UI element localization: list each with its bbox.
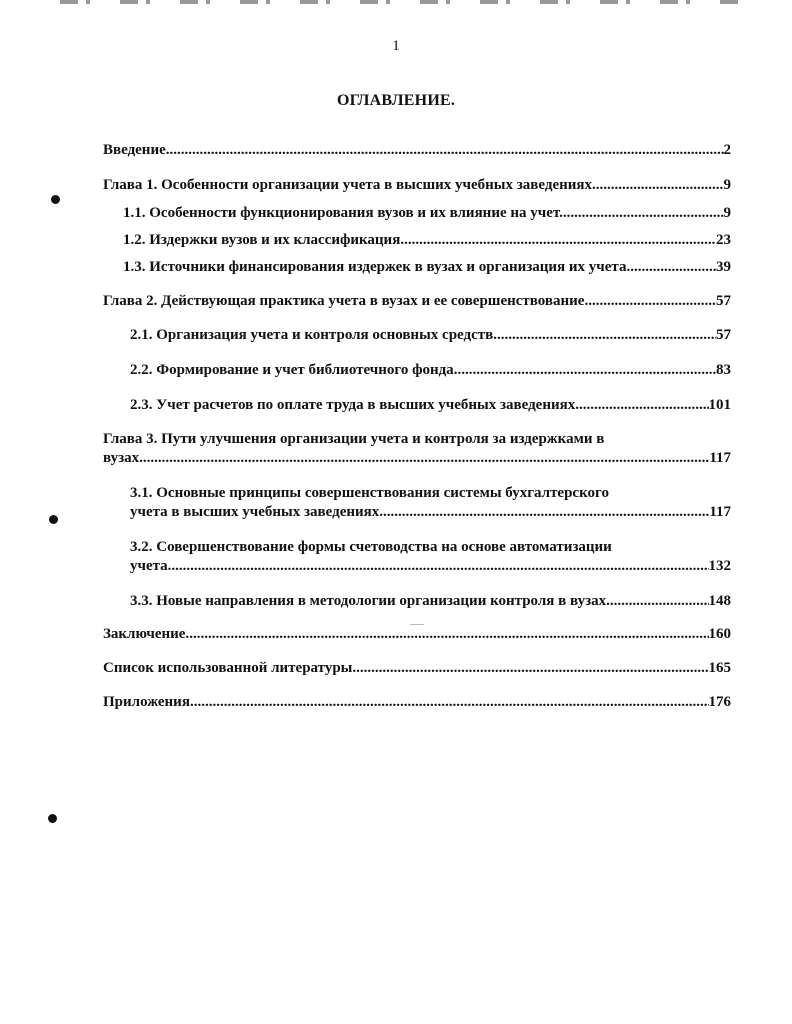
toc-entry-title-line-1: 3.1. Основные принципы совершенствования системы бухгалтерского <box>130 485 609 501</box>
toc-entry-references[interactable] <box>103 659 731 678</box>
toc-entry-page: 23 <box>716 232 731 248</box>
toc-entry-section-1-3[interactable] <box>123 258 731 277</box>
dot-leader <box>383 503 709 522</box>
dot-leader <box>563 204 724 223</box>
toc-entry-page: 148 <box>708 593 731 609</box>
toc-entry-title-line-2: учета. <box>130 558 172 574</box>
toc-entry-section-2-3[interactable] <box>130 396 731 415</box>
toc-entry-introduction[interactable] <box>103 141 731 160</box>
toc-entry-page: 176 <box>708 694 731 710</box>
toc-entry-section-3-1[interactable] <box>130 484 731 522</box>
dot-leader <box>579 396 709 415</box>
toc-entry-page: 117 <box>709 504 731 520</box>
toc-entry-title: 2.2. Формирование и учет библиотечного фонда <box>130 362 454 378</box>
toc-entry-section-1-2[interactable] <box>123 231 731 250</box>
toc-entry-page: 57 <box>716 327 731 343</box>
dot-leader <box>497 326 716 345</box>
toc-entry-conclusion[interactable] <box>103 625 731 644</box>
toc-entry-section-3-3[interactable] <box>130 592 731 611</box>
binder-hole-mark <box>48 814 57 823</box>
toc-entry-chapter-3[interactable] <box>103 430 731 468</box>
toc-entry-title: 1.3. Источники финансирования издержек в вузах и организация их учета. <box>123 259 631 275</box>
dot-leader <box>189 625 708 644</box>
dot-leader <box>596 176 724 195</box>
dot-leader <box>356 659 708 678</box>
dot-leader <box>606 592 708 611</box>
toc-entry-page: 9 <box>723 177 731 193</box>
toc-entry-page: 117 <box>709 450 731 466</box>
toc-entry-title: Заключение. <box>103 626 190 642</box>
toc-entry-title: 2.3. Учет расчетов по оплате труда в высших учебных заведениях. <box>130 397 579 413</box>
toc-entry-page: 160 <box>708 626 731 642</box>
toc-entry-section-2-2[interactable] <box>130 361 731 380</box>
toc-title: ОГЛАВЛЕНИЕ. <box>336 92 456 109</box>
toc-entry-title-line-2: вузах. <box>103 450 143 466</box>
toc-entry-title: 2.1. Организация учета и контроля основных средств. <box>130 327 497 343</box>
toc-entry-title: Введение. <box>103 142 170 158</box>
toc-entry-page: 101 <box>708 397 731 413</box>
toc-entry-page: 2 <box>723 142 731 158</box>
scan-speck <box>410 624 424 625</box>
dot-leader <box>404 231 716 250</box>
toc-entry-title: 1.2. Издержки вузов и их классификация. <box>123 232 405 248</box>
toc-entry-chapter-1[interactable] <box>103 176 731 195</box>
toc-entry-page: 132 <box>708 558 731 574</box>
dot-leader <box>143 449 709 468</box>
toc-entry-section-1-1[interactable] <box>123 204 731 223</box>
binder-hole-mark <box>51 195 60 204</box>
dot-leader <box>170 141 724 160</box>
dot-leader <box>454 361 716 380</box>
toc-entry-section-3-2[interactable] <box>130 538 731 576</box>
toc-entry-title: Глава 2. Действующая практика учета в вузах и ее совершенствование. <box>103 293 589 309</box>
toc-entry-page: 57 <box>716 293 731 309</box>
dot-leader <box>190 693 709 712</box>
toc-entry-title-line-1: Глава 3. Пути улучшения организации учета и контроля за издержками в <box>103 431 605 447</box>
toc-entry-appendices[interactable] <box>103 693 731 712</box>
toc-entry-page: 39 <box>716 259 731 275</box>
toc-entry-page: 9 <box>723 205 731 221</box>
dot-leader <box>588 292 716 311</box>
toc-entry-title: 3.3. Новые направления в методологии организации контроля в вузах <box>130 593 607 609</box>
binder-hole-mark <box>49 515 58 524</box>
toc-entry-page: 165 <box>708 660 731 676</box>
dot-leader <box>630 258 716 277</box>
toc-entry-title-line-2: учета в высших учебных заведениях. <box>130 504 384 520</box>
toc-entry-section-2-1[interactable] <box>130 326 731 345</box>
toc-entry-title: Приложения <box>103 694 190 710</box>
toc-entry-chapter-2[interactable] <box>103 292 731 311</box>
dot-leader <box>171 557 708 576</box>
toc-entry-title: Список использованной литературы. <box>103 660 357 676</box>
toc-entry-title: Глава 1. Особенности организации учета в высших учебных заведениях. <box>103 177 596 193</box>
toc-entry-title-line-1: 3.2. Совершенствование формы счетоводства на основе автоматизации <box>130 539 612 555</box>
toc-entry-title: 1.1. Особенности функционирования вузов и их влияние на учет. <box>123 205 563 221</box>
toc-entry-page: 83 <box>716 362 731 378</box>
page-number: 1 <box>392 38 400 54</box>
